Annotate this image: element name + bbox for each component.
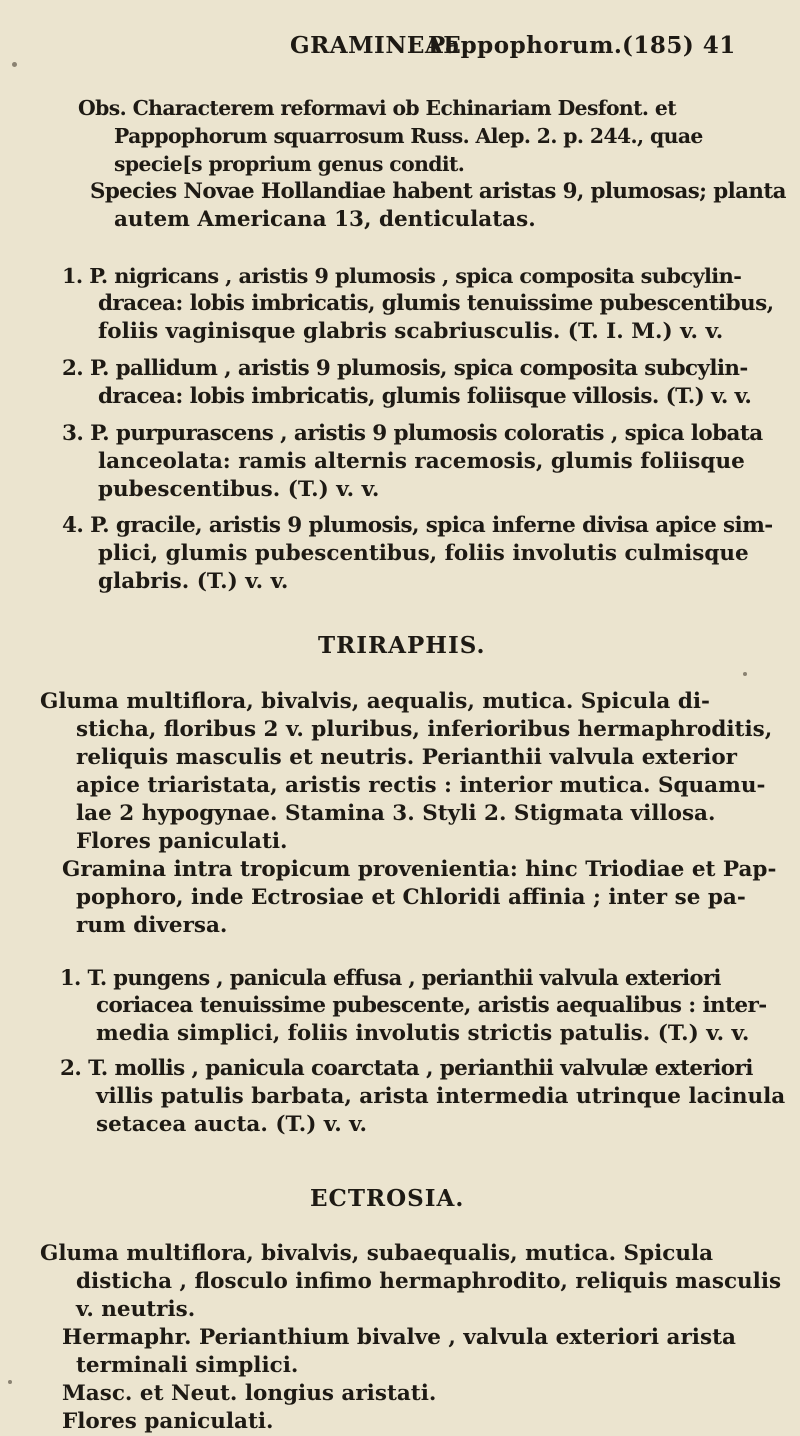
species-entry (62, 512, 773, 596)
species-line: plici, glumis pubescentibus, foliis involutis culmisque (98, 541, 749, 566)
species-line: 1. T. pungens , panicula effusa , perianthii valvula exteriori (60, 965, 721, 990)
desc-line: terminali simplici. (76, 1353, 299, 1378)
desc-line: rum diversa. (76, 913, 228, 938)
ink-speck (743, 672, 747, 676)
desc-line: apice triaristata, aristis rectis : interior mutica. Squamu- (76, 773, 766, 798)
species-line: coriacea tenuissime pubescente, aristis aequalibus : inter- (96, 993, 767, 1018)
species-entry (62, 355, 751, 411)
desc-line: Hermaphr. Perianthium bivalve , valvula exteriori arista (62, 1325, 736, 1350)
ink-speck (8, 1380, 12, 1384)
species-line: glabris. (T.) v. v. (98, 569, 289, 594)
species-line: pubescentibus. (T.) v. v. (98, 477, 380, 502)
desc-line: disticha , flosculo infimo hermaphrodito, reliquis masculis (76, 1269, 782, 1294)
species-entry (60, 964, 767, 1048)
obs-line: Species Novae Hollandiae habent aristas 9, plumosas; planta (90, 179, 786, 204)
header-section: Pappophorum. (428, 32, 623, 59)
desc-line: Gluma multiflora, bivalvis, aequalis, mutica. Spicula di- (40, 689, 710, 714)
species-line: 1. P. nigricans , aristis 9 plumosis , spica composita subcylin- (62, 263, 742, 288)
desc-line: v. neutris. (76, 1297, 196, 1322)
species-line: villis patulis barbata, arista intermedia utrinque lacinula (96, 1084, 786, 1109)
species-line: 3. P. purpurascens , aristis 9 plumosis coloratis , spica lobata (62, 421, 763, 446)
genus-description (40, 1240, 781, 1436)
genus-description (40, 688, 776, 940)
desc-line: Flores paniculati. (76, 829, 288, 854)
species-line: lanceolata: ramis alternis racemosis, glumis foliisque (98, 449, 745, 474)
observation-paragraph (78, 94, 786, 234)
desc-line: Flores paniculati. (62, 1409, 274, 1434)
species-line: dracea: lobis imbricatis, glumis foliisque villosis. (T.) v. v. (98, 384, 752, 409)
species-line: setacea aucta. (T.) v. v. (96, 1112, 367, 1137)
species-entry (62, 262, 773, 346)
obs-line: specie[s proprium genus condit. (114, 152, 465, 176)
species-entry (62, 420, 763, 504)
desc-line: Masc. et Neut. longius aristati. (62, 1381, 437, 1406)
desc-line: lae 2 hypogynae. Stamina 3. Styli 2. Stigmata villosa. (76, 801, 716, 826)
species-line: media simplici, foliis involutis strictis patulis. (T.) v. v. (96, 1021, 750, 1046)
desc-line: reliquis masculis et neutris. Perianthii valvula exterior (76, 745, 738, 770)
genus-heading: TRIRAPHIS. (318, 632, 486, 659)
genus-heading: ECTROSIA. (310, 1185, 465, 1212)
desc-line: Gluma multiflora, bivalvis, subaequalis, mutica. Spicula (40, 1241, 714, 1266)
desc-line: pophoro, inde Ectrosiae et Chloridi affinia ; inter se pa- (76, 885, 746, 910)
running-header (0, 32, 800, 72)
species-line: 2. P. pallidum , aristis 9 plumosis, spica composita subcylin- (62, 356, 748, 381)
ink-speck (12, 62, 17, 67)
species-entry (60, 1055, 785, 1139)
species-line: dracea: lobis imbricatis, glumis tenuissime pubescentibus, (98, 291, 774, 316)
header-page-number: (185) 41 (622, 32, 736, 59)
desc-line: sticha, floribus 2 v. pluribus, inferioribus hermaphroditis, (76, 717, 773, 742)
species-line: 2. T. mollis , panicula coarctata , perianthii valvulæ exteriori (60, 1056, 753, 1081)
desc-line: Gramina intra tropicum provenientia: hinc Triodiae et Pap- (62, 857, 777, 882)
obs-line: autem Americana 13, denticulatas. (114, 207, 536, 232)
header-family: GRAMINEAE. (290, 32, 470, 59)
species-line: foliis vaginisque glabris scabriusculis. (T. I. M.) v. v. (98, 319, 724, 344)
obs-line: Obs. Characterem reformavi ob Echinariam Desfont. et (78, 96, 677, 120)
species-line: 4. P. gracile, aristis 9 plumosis, spica inferne divisa apice sim- (62, 513, 773, 538)
obs-line: Pappophorum squarrosum Russ. Alep. 2. p. 244., quae (114, 124, 703, 148)
